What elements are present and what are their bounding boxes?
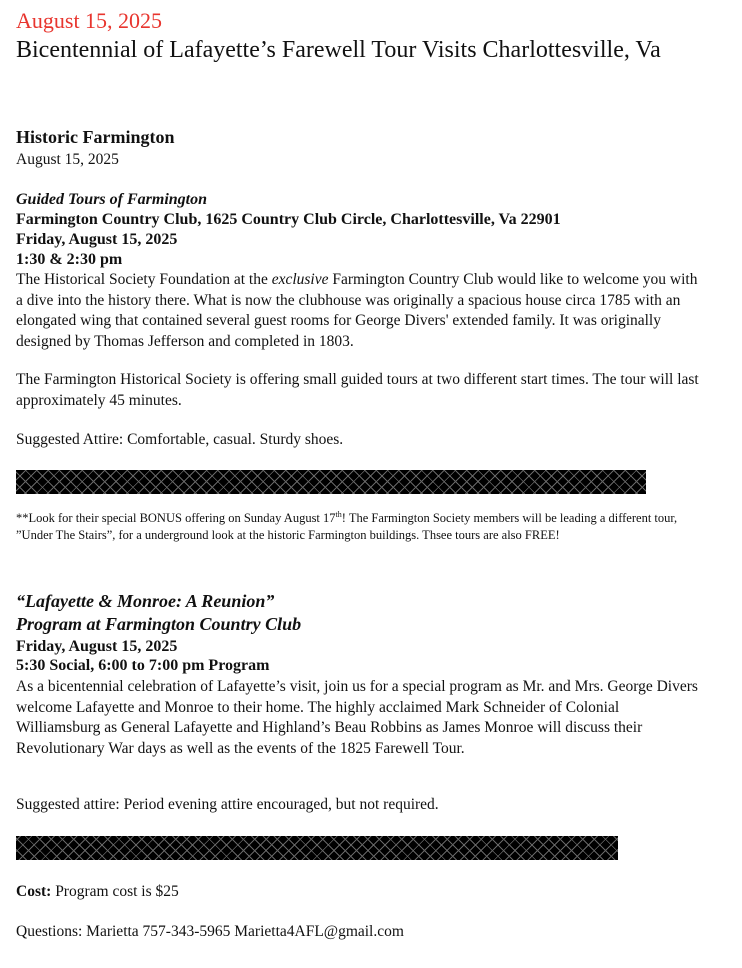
event-title: Guided Tours of Farmington — [16, 191, 208, 208]
program-subtitle: Program at Farmington Country Club — [16, 614, 302, 634]
header-date: August 15, 2025 — [16, 8, 163, 33]
decorative-divider-2 — [16, 836, 618, 860]
cost-line: Cost: Program cost is $25 — [16, 883, 179, 900]
intro-paragraph: The Historical Society Foundation at the exclusive Farmington Country Club would like to welcome you with a dive into the history there. What is now the clubhouse was originally a spacious house circa 1785 with an elongated wing that contained several guest rooms for George Divers' extended family. It was originally designed by Thomas Jefferson and completed in 1803. — [16, 271, 698, 350]
page-title: Bicentennial of Lafayette’s Farewell Tour Visits Charlottesville, Va — [16, 37, 661, 63]
contact-line: Questions: Marietta 757-343-5965 Marietta4AFL@gmail.com — [16, 923, 404, 940]
bonus-note: **Look for their special BONUS offering on Sunday August 17th! The Farmington Society members will be leading a different tour, ”Under The Stairs”, for a underground look at the historic Farmington buildings. Thsee tours are also FREE! — [16, 510, 678, 542]
event-location: Farmington Country Club, 1625 Country Club Circle, Charlottesville, Va 22901 — [16, 211, 561, 228]
program-times: 5:30 Social, 6:00 to 7:00 pm Program — [16, 657, 270, 674]
attire-text: Suggested Attire: Comfortable, casual. Sturdy shoes. — [16, 431, 344, 448]
program-title: “Lafayette & Monroe: A Reunion” — [16, 591, 275, 611]
event-times: 1:30 & 2:30 pm — [16, 251, 123, 268]
section-heading: Historic Farmington — [16, 127, 175, 147]
program-attire: Suggested attire: Period evening attire encouraged, but not required. — [16, 796, 439, 813]
event-date: Friday, August 15, 2025 — [16, 231, 178, 248]
section-date: August 15, 2025 — [16, 151, 119, 168]
decorative-divider — [16, 470, 646, 494]
program-date: Friday, August 15, 2025 — [16, 638, 178, 655]
program-paragraph: As a bicentennial celebration of Lafayette’s visit, join us for a special program as Mr. and Mrs. George Divers welcome Lafayette and Monroe to their home. The highly acclaimed Mark Schneider of Colonial Williamsburg as General Lafayette and Highland’s Beau Robbins as James Monroe will discuss their Revolutionary War days as well as the events of the 1825 Farewell Tour. — [16, 678, 698, 757]
emphasis-exclusive: exclusive — [271, 271, 329, 288]
tours-paragraph: The Farmington Historical Society is offering small guided tours at two different start times. The tour will last approximately 45 minutes. — [16, 371, 699, 409]
